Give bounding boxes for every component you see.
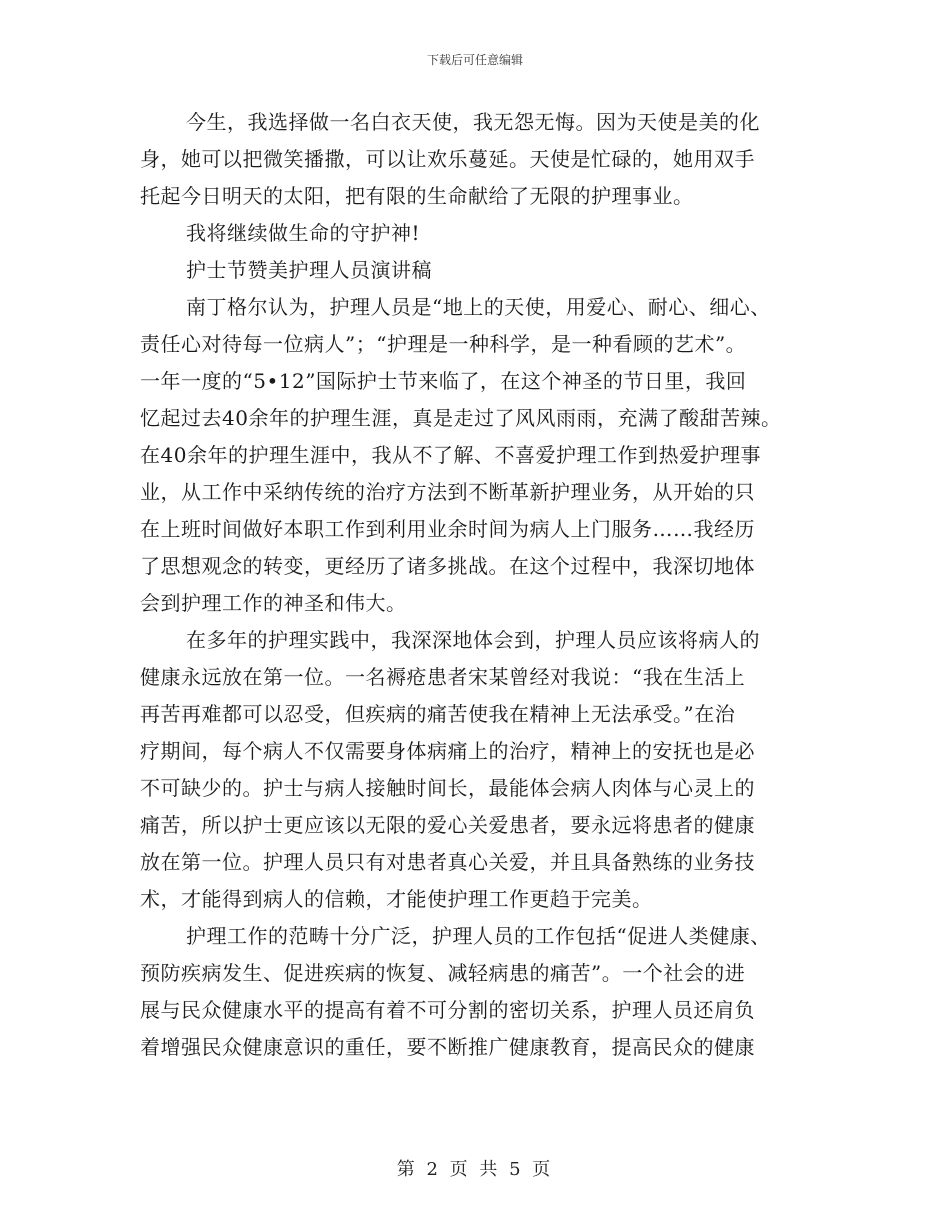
- page-footer: 第 2 页 共 5 页: [396, 1159, 554, 1180]
- text-line: 忆起过去40余年的护理生涯，真是走过了风风雨雨，充满了酸甜苦辣。: [140, 406, 782, 430]
- text-line: 放在第一位。护理人员只有对患者真心关爱，并且具备熟练的业务技: [140, 850, 755, 874]
- text-line: 不可缺少的。护士与病人接触时间长，最能体会病人肉体与心灵上的: [140, 776, 755, 800]
- text-line: 我将继续做生命的守护神!: [186, 221, 421, 245]
- text-line: 护理工作的范畴十分广泛，护理人员的工作包括“促进人类健康、: [186, 924, 771, 948]
- text-line: 今生，我选择做一名白衣天使，我无怨无悔。因为天使是美的化: [186, 110, 760, 134]
- text-line: 业，从工作中采纳传统的治疗方法到不断革新护理业务，从开始的只: [140, 480, 755, 504]
- text-line: 南丁格尔认为，护理人员是“地上的天使，用爱心、耐心、细心、: [186, 295, 771, 319]
- text-line: 在上班时间做好本职工作到利用业余时间为病人上门服务……我经历: [140, 517, 755, 541]
- text-line: 护士节赞美护理人员演讲稿: [186, 258, 432, 282]
- text-line: 健康永远放在第一位。一名褥疮患者宋某曾经对我说：“我在生活上: [140, 665, 746, 689]
- text-line: 展与民众健康水平的提高有着不可分割的密切关系，护理人员还肩负: [140, 998, 755, 1022]
- text-line: 痛苦，所以护士更应该以无限的爱心关爱患者，要永远将患者的健康: [140, 813, 755, 837]
- text-line: 在40余年的护理生涯中，我从不了解、不喜爱护理工作到热爱护理事: [140, 443, 761, 467]
- text-line: 在多年的护理实践中，我深深地体会到，护理人员应该将病人的: [186, 628, 760, 652]
- text-line: 托起今日明天的太阳，把有限的生命献给了无限的护理事业。: [140, 184, 694, 208]
- text-line: 了思想观念的转变，更经历了诸多挑战。在这个过程中，我深切地体: [140, 554, 755, 578]
- body-text: [140, 104, 820, 1066]
- text-line: 预防疾病发生、促进疾病的恢复、减轻病患的痛苦”。一个社会的进: [140, 961, 746, 985]
- text-line: 责任心对待每一位病人”；“护理是一种科学，是一种看顾的艺术”。: [140, 332, 747, 356]
- page-header: 下载后可任意编辑: [426, 53, 523, 67]
- text-line: 再苦再难都可以忍受，但疾病的痛苦使我在精神上无法承受。”在治: [140, 702, 736, 726]
- text-line: 一年一度的“5•12”国际护士节来临了，在这个神圣的节日里，我回: [140, 369, 747, 393]
- text-line: 着增强民众健康意识的重任，要不断推广健康教育，提高民众的健康: [140, 1035, 755, 1059]
- text-line: 术，才能得到病人的信赖，才能使护理工作更趋于完美。: [140, 887, 653, 911]
- text-line: 身，她可以把微笑播撒，可以让欢乐蔓延。天使是忙碌的，她用双手: [140, 147, 755, 171]
- text-line: 疗期间，每个病人不仅需要身体病痛上的治疗，精神上的安抚也是必: [140, 739, 755, 763]
- text-line: 会到护理工作的神圣和伟大。: [140, 591, 407, 615]
